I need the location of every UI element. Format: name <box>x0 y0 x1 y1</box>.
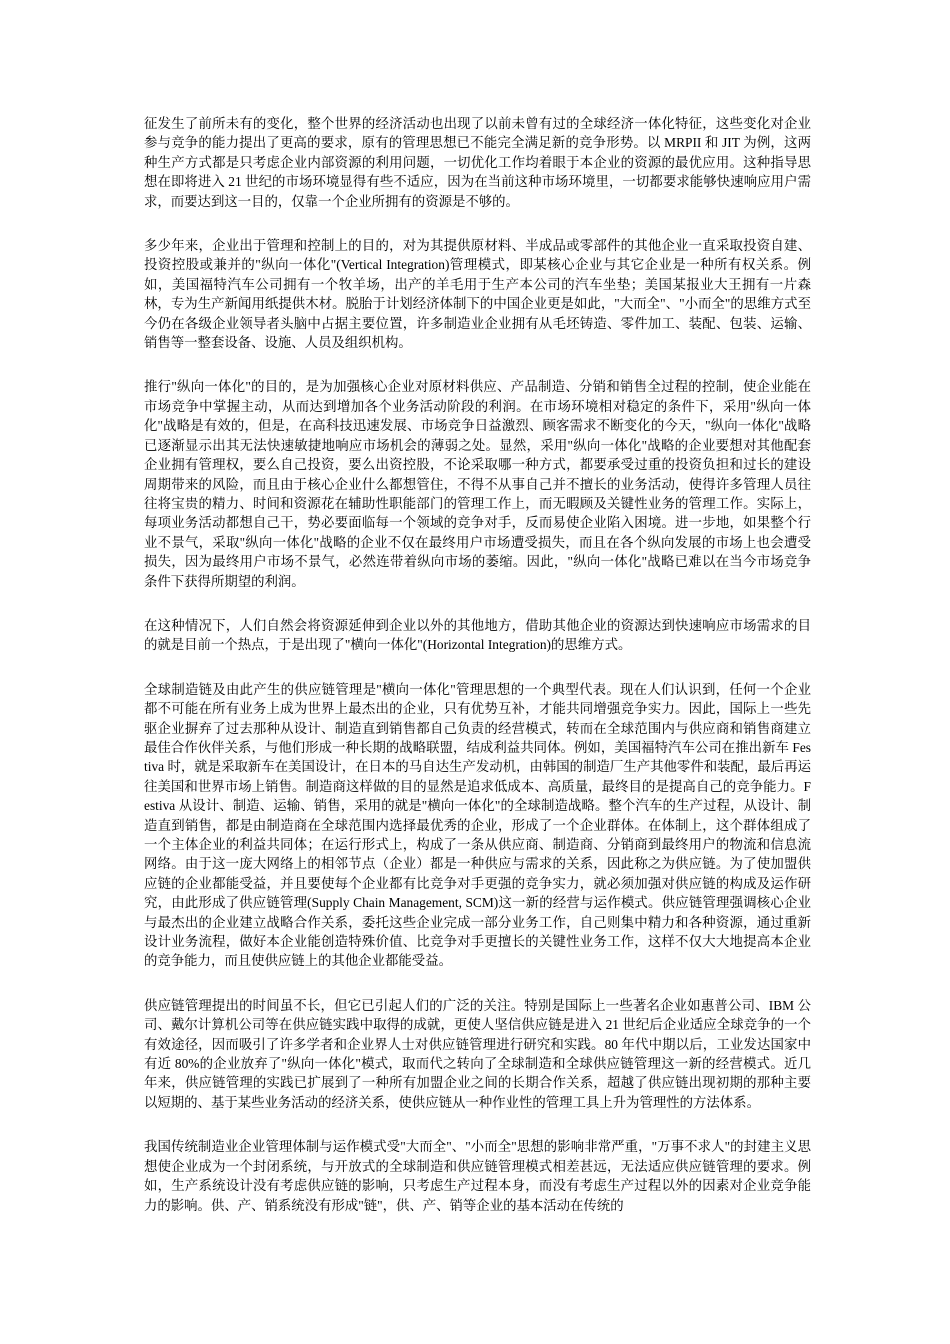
paragraph-4: 在这种情况下，人们自然会将资源延伸到企业以外的其他地方，借助其他企业的资源达到快速响应市场需求的目的就是目前一个热点，于是出现了"横向一体化"(Horizontal Integration)的思维方式。 <box>144 617 811 653</box>
paragraph-1: 征发生了前所未有的变化，整个世界的经济活动也出现了以前未曾有过的全球经济一体化特征，这些变化对企业参与竞争的能力提出了更高的要求，原有的管理思想已不能完全满足新的竞争形势。以 MRPII 和 JIT 为例，这两种生产方式都是只考虑企业内部资源的利用问题，一切优化工作均着眼于本企业的资源的最优应用。这种指导思想在即将进入 21 世纪的市场环境显得有些不适应，因为在当前这种市场环境里，一切都要求能够快速响应用户需求，而要达到这一目的，仅靠一个企业所拥有的资源是不够的。 <box>144 116 811 209</box>
document-page <box>144 114 811 1215</box>
paragraph-7: 我国传统制造业企业管理体制与运作模式受"大而全"、"小而全"思想的影响非常严重，"万事不求人"的封建主义思想使企业成为一个封闭系统，与开放式的全球制造和供应链管理模式相差甚远，无法适应供应链管理的要求。例如，生产系统设计没有考虑供应链的影响，只考虑生产过程本身，而没有考虑生产过程以外的因素对企业竞争能力的影响。供、产、销系统没有形成"链"，供、产、销等企业的基本活动在传统的 <box>144 1139 811 1213</box>
paragraph-3: 推行"纵向一体化"的目的，是为加强核心企业对原材料供应、产品制造、分销和销售全过程的控制，使企业能在市场竞争中掌握主动，从而达到增加各个业务活动阶段的利润。在市场环境相对稳定的条件下，采用"纵向一体化"战略是有效的，但是，在高科技迅速发展、市场竞争日益激烈、顾客需求不断变化的今天，"纵向一体化"战略已逐渐显示出其无法快速敏捷地响应市场机会的薄弱之处。显然，采用"纵向一体化"战略的企业要想对其他配套企业拥有管理权，要么自己投资，要么出资控股，不论采取哪一种方式，都要承受过重的投资负担和过长的建设周期带来的风险，而且由于核心企业什么都想管住，不得不从事自己并不擅长的业务活动，使得许多管理人员往往将宝贵的精力、时间和资源花在辅助性职能部门的管理工作上，而无暇顾及关键性业务的管理工作。实际上，每项业务活动都想自己干，势必要面临每一个领域的竞争对手，反而易使企业陷入困境。进一步地，如果整个行业不景气，采取"纵向一体化"战略的企业不仅在最终用户市场遭受损失，而且在各个纵向发展的市场上也会遭受损失，因为最终用户市场不景气，必然连带着纵向市场的萎缩。因此，"纵向一体化"战略已难以在当今市场竞争条件下获得所期望的利润。 <box>144 379 811 589</box>
paragraph-5: 全球制造链及由此产生的供应链管理是"横向一体化"管理思想的一个典型代表。现在人们认识到，任何一个企业都不可能在所有业务上成为世界上最杰出的企业，只有优势互补，才能共同增强竞争实力。因此，国际上一些先驱企业摒弃了过去那种从设计、制造直到销售都自己负责的经营模式，转而在全球范围内与供应商和销售商建立最佳合作伙伴关系，与他们形成一种长期的战略联盟，结成利益共同体。例如，美国福特汽车公司在推出新车 Festiva 时，就是采取新车在美国设计，在日本的马自达生产发动机，由韩国的制造厂生产其他零件和装配，最后再运往美国和世界市场上销售。制造商这样做的目的显然是追求低成本、高质量，最终目的是提高自己的竞争能力。Festiva 从设计、制造、运输、销售，采用的就是"横向一体化"的全球制造战略。整个汽车的生产过程，从设计、制造直到销售，都是由制造商在全球范围内选择最优秀的企业，形成了一个企业群体。在体制上，这个群体组成了一个主体企业的利益共同体；在运行形式上，构成了一条从供应商、制造商、分销商到最终用户的物流和信息流网络。由于这一庞大网络上的相邻节点（企业）都是一种供应与需求的关系，因此称之为供应链。为了使加盟供应链的企业都能受益，并且要使每个企业都有比竞争对手更强的竞争实力，就必须加强对供应链的构成及运作研究，由此形成了供应链管理(Supply Chain Management, SCM)这一新的经营与运作模式。供应链管理强调核心企业与最杰出的企业建立战略合作关系，委托这些企业完成一部分业务工作，自己则集中精力和各种资源，通过重新设计业务流程，做好本企业能创造特殊价值、比竞争对手更擅长的关键性业务工作，这样不仅大大地提高本企业的竞争能力，而且使供应链上的其他企业都能受益。 <box>144 681 811 969</box>
paragraph-6: 供应链管理提出的时间虽不长，但它已引起人们的广泛的关注。特别是国际上一些著名企业如惠普公司、IBM 公司、戴尔计算机公司等在供应链实践中取得的成就，更使人坚信供应链是进入 21 世纪后企业适应全球竞争的一个有效途径，因而吸引了许多学者和企业界人士对供应链管理进行研究和实践。80 年代中期以后，工业发达国家中有近 80%的企业放弃了"纵向一体化"模式，取而代之转向了全球制造和全球供应链管理这一新的经营模式。近几年来，供应链管理的实践已扩展到了一种所有加盟企业之间的长期合作关系，超越了供应链出现初期的那种主要以短期的、基于某些业务活动的经济关系，使供应链从一种作业性的管理工具上升为管理性的方法体系。 <box>144 997 811 1110</box>
paragraph-2: 多少年来，企业出于管理和控制上的目的，对为其提供原材料、半成品或零部件的其他企业一直采取投资自建、投资控股或兼并的"纵向一体化"(Vertical Integration)管理模式，即某核心企业与其它企业是一种所有权关系。例如，美国福特汽车公司拥有一个牧羊场，出产的羊毛用于生产本公司的汽车坐垫；美国某报业大王拥有一片森林，专为生产新闻用纸提供木材。脱胎于计划经济体制下的中国企业更是如此，"大而全"、"小而全"的思维方式至今仍在各级企业领导者头脑中占据主要位置，许多制造业企业拥有从毛坯铸造、零件加工、装配、包装、运输、销售等一整套设备、设施、人员及组织机构。 <box>144 238 811 351</box>
